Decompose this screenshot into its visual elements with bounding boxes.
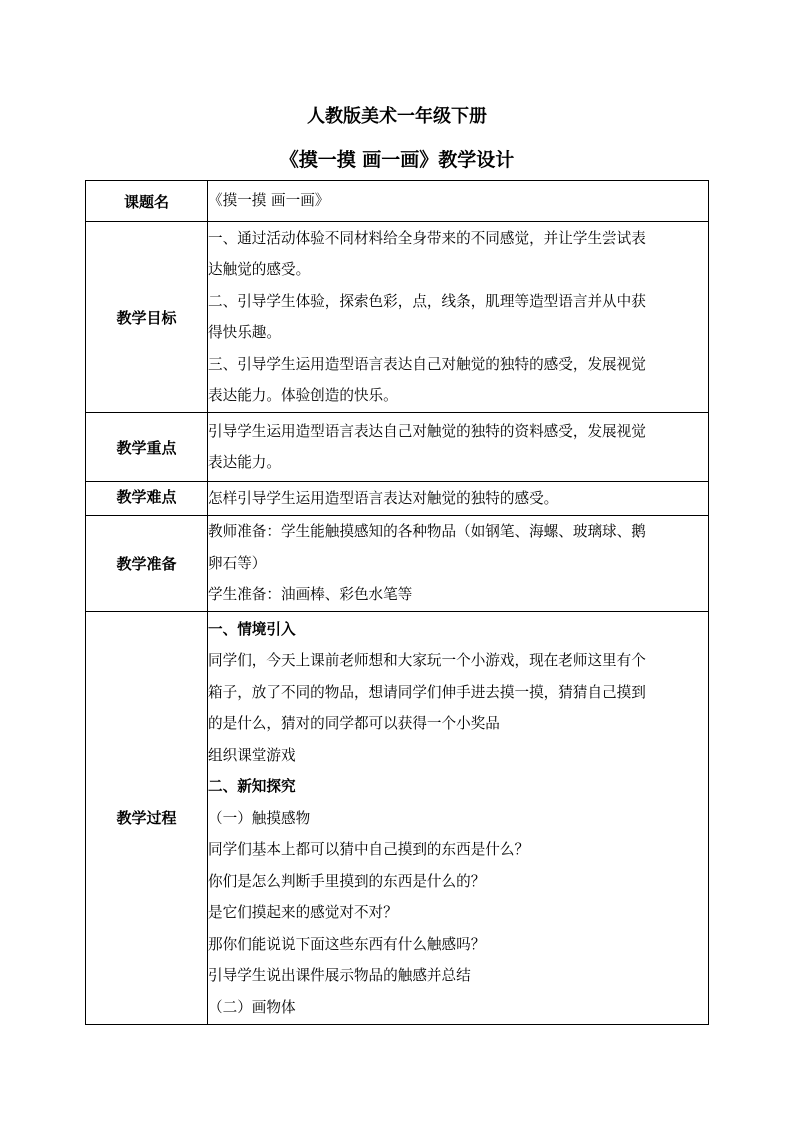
- section-heading: 二、新知探究: [208, 778, 296, 795]
- content-line: 《摸一摸 画一画》: [208, 192, 330, 210]
- document-title: 人教版美术一年级下册: [307, 106, 487, 127]
- row-content-process: [208, 611, 709, 1024]
- content-line: 怎样引导学生运用造型语言表达对触觉的独特的感受。: [208, 489, 559, 507]
- table-row-topic: [86, 181, 709, 222]
- content-line: 你们是怎么判断手里摸到的东西是什么的？: [208, 872, 486, 890]
- content-line: 教师准备：学生能触摸感知的各种物品（如钢笔、海螺、玻璃球、鹅: [208, 523, 646, 540]
- table-row-key-points: [86, 413, 709, 482]
- row-label-preparation: 教学准备: [86, 516, 208, 612]
- row-content-key-points: [208, 413, 709, 482]
- content-line: 学生准备：油画棒、彩色水笔等: [208, 586, 413, 603]
- content-line: 的是什么，猜对的同学都可以获得一个小奖品: [208, 715, 500, 732]
- content-line: 同学们，今天上课前老师想和大家玩一个小游戏，现在老师这里有个: [208, 652, 646, 669]
- row-label-key-points: 教学重点: [86, 413, 208, 482]
- row-label-goals: 教学目标: [86, 222, 208, 413]
- row-content-goals: [208, 222, 709, 413]
- row-content-topic: [208, 181, 709, 222]
- row-label-process: 教学过程: [86, 611, 208, 1024]
- row-content-difficulties: [208, 482, 709, 516]
- content-line: 引导学生运用造型语言表达自己对触觉的独特的资料感受，发展视觉: [208, 422, 646, 440]
- content-line: 表达能力。: [208, 454, 281, 471]
- content-line: 三、引导学生运用造型语言表达自己对触觉的独特的感受，发展视觉: [208, 355, 646, 373]
- content-line: （一）触摸感物: [208, 809, 311, 827]
- content-line: （二）画物体: [208, 998, 296, 1016]
- content-line: 达触觉的感受。: [208, 261, 311, 278]
- row-content-preparation: [208, 516, 709, 612]
- content-line: 组织课堂游戏: [208, 746, 296, 764]
- content-line: 是它们摸起来的感觉对不对？: [208, 904, 398, 921]
- row-label-difficulties: [86, 482, 208, 516]
- content-line: 同学们基本上都可以猜中自己摸到的东西是什么？: [208, 841, 530, 858]
- table-row-difficulties: [86, 482, 709, 516]
- document-subtitle: 《摸一摸 画一画》教学设计: [279, 149, 515, 171]
- section-heading: 一、情境引入: [208, 620, 296, 638]
- content-line: 二、引导学生体验，探索色彩，点，线条，肌理等造型语言并从中获: [208, 292, 646, 310]
- table-row-goals: [86, 222, 709, 413]
- content-line: 得快乐趣。: [208, 324, 281, 341]
- row-label-text: 教学难点: [116, 488, 177, 506]
- content-line: 箱子，放了不同的物品，想请同学们伸手进去摸一摸，猜猜自己摸到: [208, 683, 646, 701]
- content-line: 一、通过活动体验不同材料给全身带来的不同感觉，并让学生尝试表: [208, 229, 646, 247]
- row-label-topic: 课题名: [86, 181, 208, 222]
- lesson-plan-table: [85, 180, 709, 1025]
- content-line: 引导学生说出课件展示物品的触感并总结: [208, 967, 471, 984]
- content-line: 那你们能说说下面这些东西有什么触感吗？: [208, 935, 486, 953]
- table-row-preparation: [86, 516, 709, 612]
- content-line: 表达能力。体验创造的快乐。: [208, 387, 398, 404]
- content-line: 卵石等）: [208, 554, 267, 572]
- table-row-process: [86, 611, 709, 1024]
